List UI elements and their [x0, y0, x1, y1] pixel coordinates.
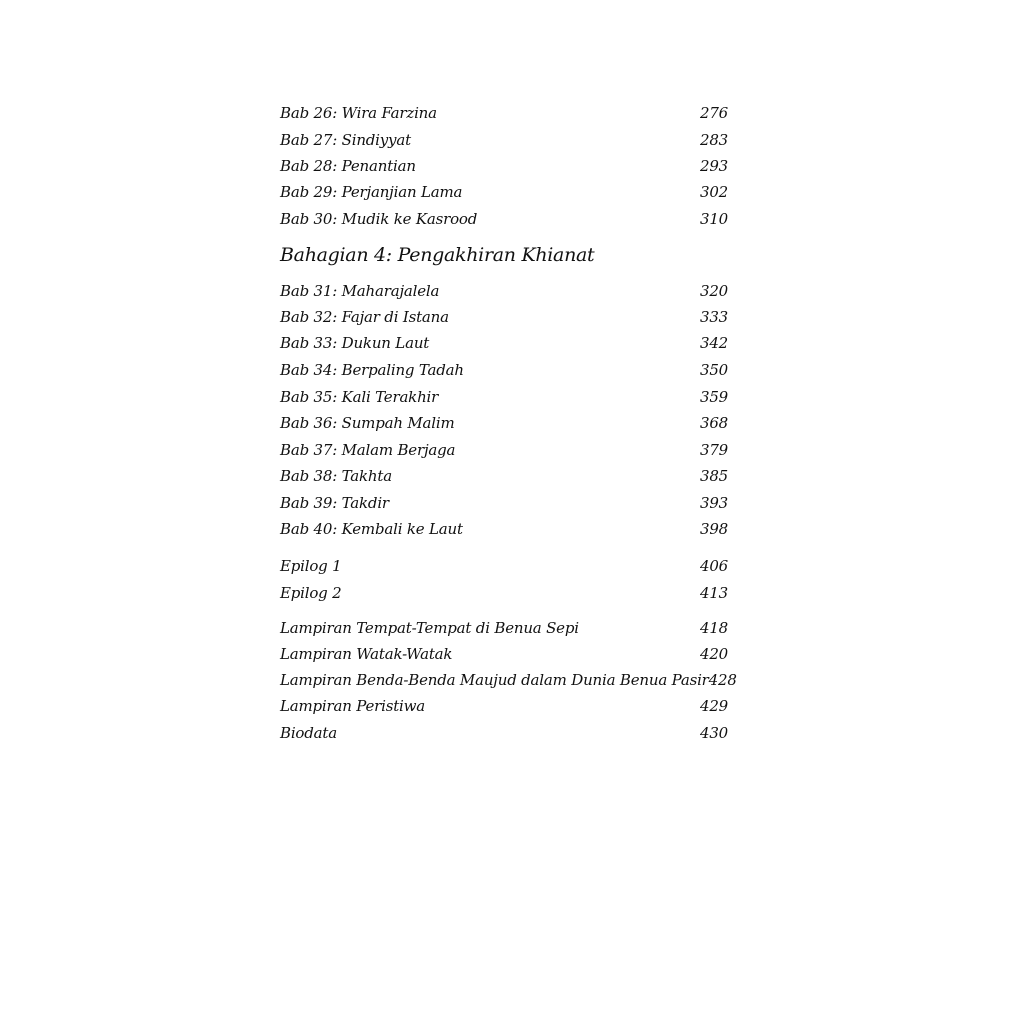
toc-entry-title: Bab 27: Sindiyyat: [280, 131, 411, 149]
toc-entry: [280, 645, 728, 669]
toc-entry-page: 429: [700, 697, 729, 715]
toc-entry-page: 393: [700, 494, 729, 512]
toc-entry-page: 320: [700, 282, 729, 300]
toc-entry-title: Bab 40: Kembali ke Laut: [280, 520, 463, 538]
toc-entry-page: 350: [700, 361, 729, 379]
toc-entry-title: Bab 26: Wira Farzina: [280, 104, 437, 122]
toc-entry: [280, 183, 728, 207]
toc-entry-page: 283: [700, 131, 729, 149]
section-heading: Bahagian 4: Pengakhiran Khianat: [280, 244, 595, 266]
toc-entry: [280, 494, 728, 518]
toc-entry: [280, 557, 728, 581]
toc-entry-page: 276: [700, 104, 729, 122]
toc-entry-page: 379: [700, 441, 729, 459]
toc-entry-page: 310: [700, 210, 729, 228]
toc-entry-title: Epilog 2: [280, 584, 342, 602]
toc-entry-title: Epilog 1: [280, 557, 342, 575]
toc-entry: [280, 441, 728, 465]
toc-entry: [280, 467, 728, 491]
toc-entry-title: Lampiran Peristiwa: [280, 697, 426, 715]
toc-entry-page: 418: [700, 619, 729, 637]
toc-entry-page: 385: [700, 467, 729, 485]
toc-entry: [280, 584, 728, 608]
toc-entry-title: Lampiran Benda-Benda Maujud dalam Dunia Benua Pasir: [280, 671, 709, 689]
toc-entry: [280, 388, 728, 412]
toc-entry-page: 420: [700, 645, 729, 663]
toc-entry: [280, 619, 728, 643]
toc-entry: [280, 671, 737, 695]
toc-entry-page: 359: [700, 388, 729, 406]
toc-entry: [280, 334, 728, 358]
toc-entry: [280, 282, 728, 306]
toc-entry-title: Lampiran Watak-Watak: [280, 645, 453, 663]
toc-entry-title: Bab 38: Takhta: [280, 467, 392, 485]
toc-entry-title: Bab 35: Kali Terakhir: [280, 388, 439, 406]
toc-entry-page: 398: [700, 520, 729, 538]
toc-entry-title: Bab 31: Maharajalela: [280, 282, 440, 300]
toc-entry: [280, 414, 728, 438]
toc-entry-title: Biodata: [280, 724, 337, 742]
toc-entry-page: 428: [708, 671, 737, 689]
toc-entry: [280, 520, 728, 544]
toc-entry-page: 293: [700, 157, 729, 175]
toc-entry: [280, 724, 728, 748]
toc-entry-title: Bab 33: Dukun Laut: [280, 334, 430, 352]
toc-entry: [280, 104, 728, 128]
toc-entry-title: Bab 39: Takdir: [280, 494, 389, 512]
toc-entry-page: 430: [700, 724, 729, 742]
toc-entry-title: Bab 32: Fajar di Istana: [280, 308, 449, 326]
toc-entry-page: 302: [700, 183, 729, 201]
toc-entry: [280, 308, 728, 332]
toc-entry: [280, 157, 728, 181]
toc-entry: [280, 131, 728, 155]
toc-entry-title: Bab 29: Perjanjian Lama: [280, 183, 463, 201]
toc-entry-title: Bab 28: Penantian: [280, 157, 416, 175]
toc-entry-page: 333: [700, 308, 729, 326]
toc-entry: [280, 361, 728, 385]
toc-entry-title: Bab 30: Mudik ke Kasrood: [280, 210, 478, 228]
toc-entry-title: Bab 37: Malam Berjaga: [280, 441, 456, 459]
toc-entry-title: Bab 36: Sumpah Malim: [280, 414, 455, 432]
toc-entry-title: Lampiran Tempat-Tempat di Benua Sepi: [280, 619, 579, 637]
toc-entry-page: 368: [700, 414, 729, 432]
toc-entry-page: 406: [700, 557, 729, 575]
toc-entry-page: 342: [700, 334, 729, 352]
toc-entry: [280, 210, 728, 234]
toc-entry: [280, 697, 728, 721]
toc-entry-page: 413: [700, 584, 729, 602]
toc-entry-title: Bab 34: Berpaling Tadah: [280, 361, 464, 379]
